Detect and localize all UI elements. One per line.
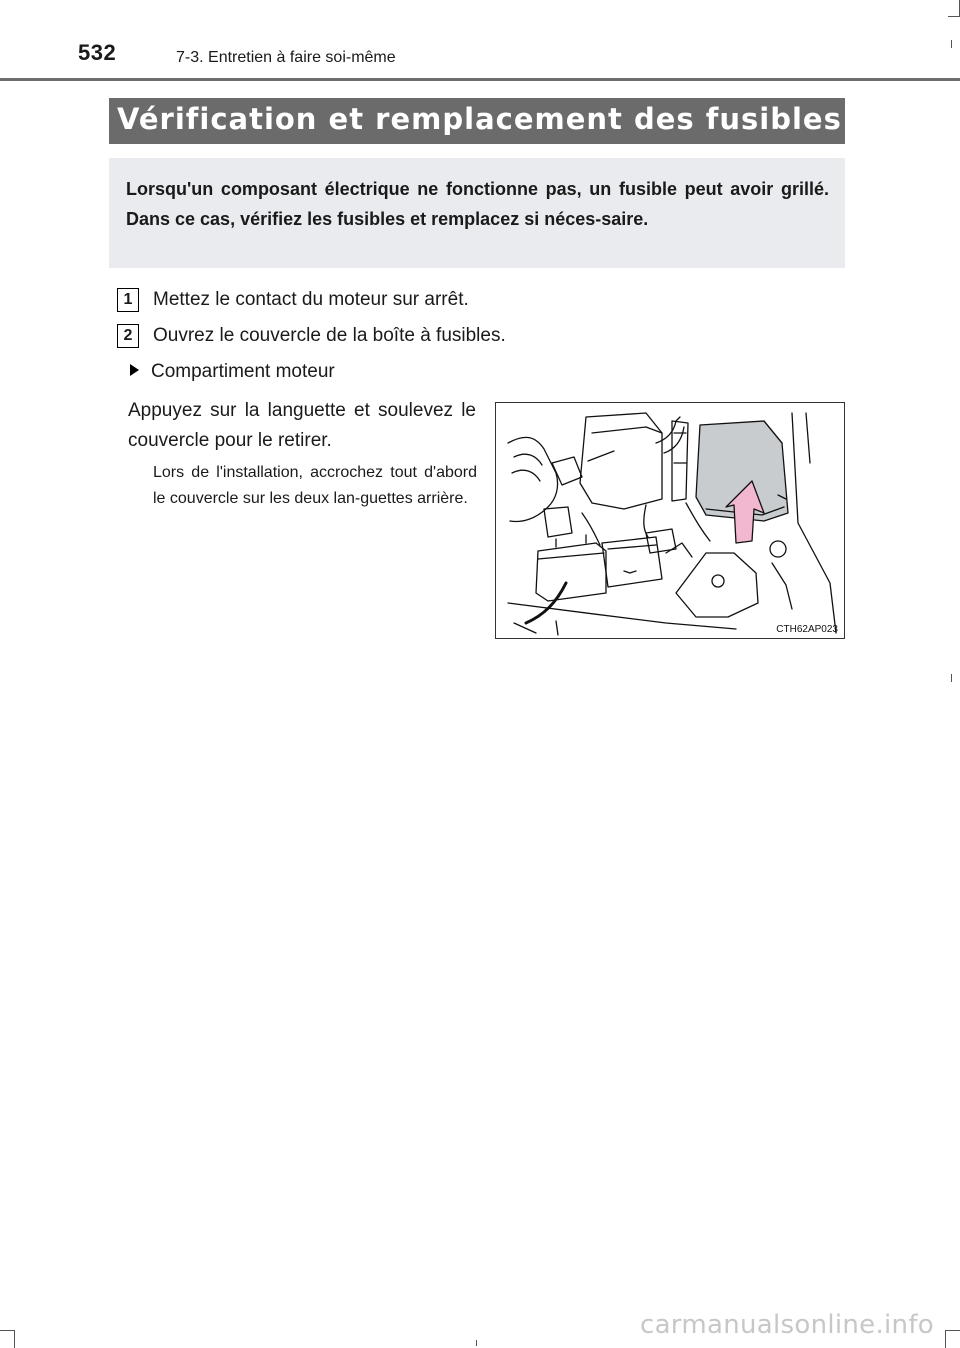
step-number-badge: 2 — [117, 324, 139, 348]
crop-mark — [14, 1330, 15, 1348]
subsection-heading — [130, 360, 335, 384]
title-bar — [109, 98, 845, 144]
section-label: 7-3. Entretien à faire soi-même — [176, 49, 396, 66]
crop-mark — [945, 1330, 946, 1348]
instruction-text: Appuyez sur la languette et soulevez le couvercle pour le retirer. — [128, 400, 476, 451]
note-text: Lors de l'installation, accrochez tout d'abord le couvercle sur les deux lan-guettes arrière. — [153, 464, 477, 507]
header-rule — [0, 78, 960, 81]
step-text: Mettez le contact du moteur sur arrêt. — [153, 289, 469, 310]
watermark: carmanualsonline.info — [639, 1310, 934, 1340]
crop-mark — [951, 40, 952, 48]
engine-compartment-illustration — [496, 403, 844, 638]
step-text: Ouvrez le couvercle de la boîte à fusibles. — [153, 325, 506, 346]
crop-mark — [948, 16, 960, 17]
crop-mark — [0, 1330, 14, 1331]
page-number: 532 — [78, 40, 117, 65]
intro-text: Lorsqu'un composant électrique ne fonctionne pas, un fusible peut avoir grillé. Dans ce cas, vérifiez les fusibles et remplacez si néces-saire. — [126, 179, 829, 229]
triangle-bullet-icon — [130, 364, 139, 376]
air-filter-box — [580, 413, 662, 509]
step-number-badge: 1 — [117, 288, 139, 312]
subsection-heading-text: Compartiment moteur — [151, 361, 335, 382]
engine-compartment-figure — [495, 402, 845, 639]
crop-mark — [951, 674, 952, 682]
crop-mark — [476, 1340, 477, 1346]
intro-box — [109, 158, 845, 268]
battery — [536, 543, 606, 601]
page-title: Vérification et remplacement des fusibles — [117, 102, 842, 136]
figure-code: CTH62AP023 — [776, 624, 838, 635]
crop-mark — [946, 1330, 960, 1331]
